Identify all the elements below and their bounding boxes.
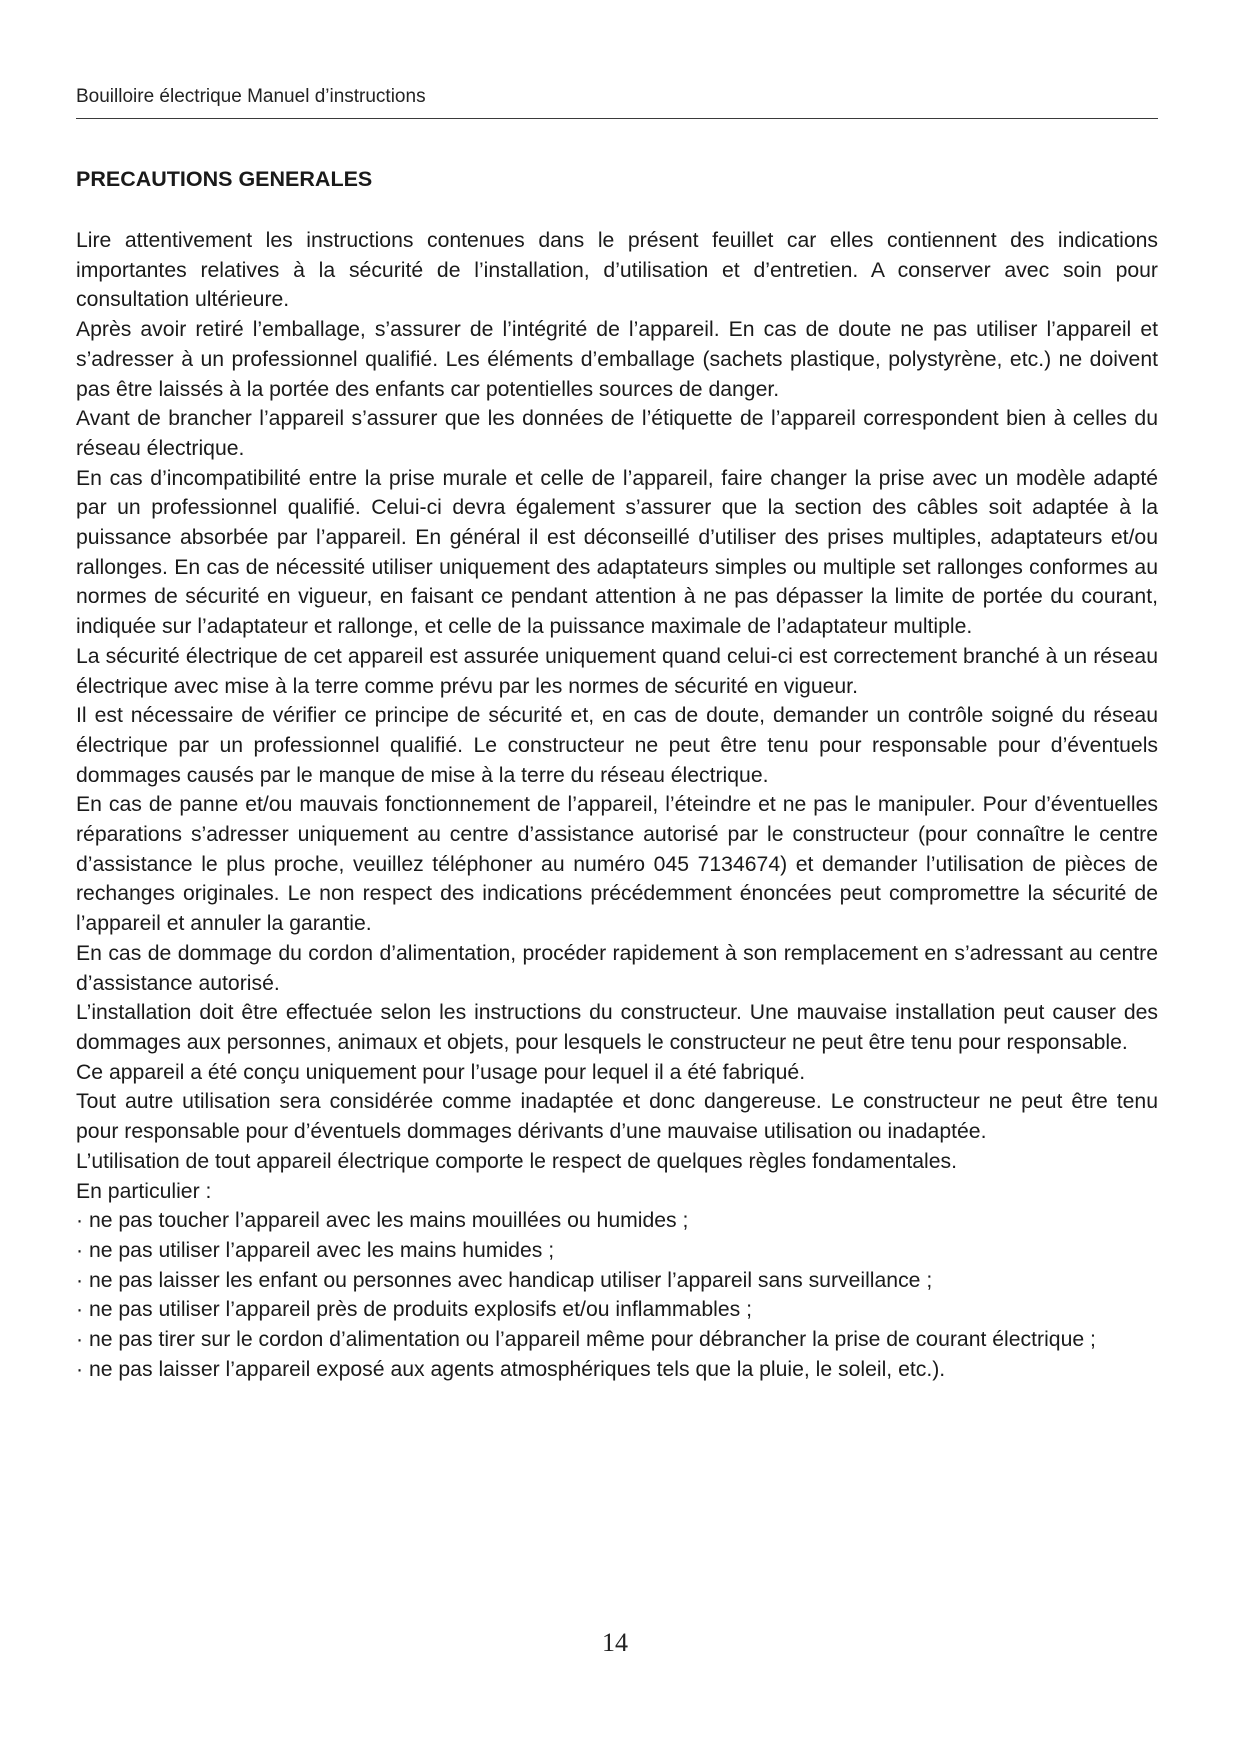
running-header: Bouilloire électrique Manuel d’instructions [76, 86, 426, 107]
paragraph-reading-instructions: Lire attentivement les instructions contenues dans le présent feuillet car elles contiennent des indications importantes relatives à la sécurité de l’installation, d’utilisation et d’entretien. A conserver avec soin pour consultation ultérieure. [76, 229, 1158, 312]
list-item: · ne pas toucher l’appareil avec les mains mouillées ou humides ; [76, 1209, 689, 1233]
paragraph-grounding-check: Il est nécessaire de vérifier ce principe de sécurité et, en cas de doute, demander un contrôle soigné du réseau électrique par un professionnel qualifié. Le constructeur ne peut être tenu pour responsable pour d’éventuels dommages causés par le manque de mise à la terre du réseau électrique. [76, 704, 1158, 787]
list-item: · ne pas utiliser l’appareil avec les mains humides ; [76, 1238, 555, 1262]
list-item: · ne pas utiliser l’appareil près de produits explosifs et/ou inflammables ; [76, 1298, 752, 1322]
paragraph-intended-use: Ce appareil a été conçu uniquement pour l’usage pour lequel il a été fabriqué. [76, 1060, 806, 1084]
page-number: 14 [602, 1628, 628, 1657]
paragraph-malfunction: En cas de panne et/ou mauvais fonctionnement de l’appareil, l’éteindre et ne pas le manipuler. Pour d’éventuelles réparations s’adresser uniquement au centre d’assistance autorisé par le constructeur (pour connaître le centre d’assistance le plus proche, veuillez téléphoner au numéro 045 7134674) et demander l’utilisation de pièces de rechanges originales. Le non respect des indications précédemment énoncées peut compromettre la sécurité de l’appareil et annuler la garantie. [76, 793, 1158, 936]
paragraph-plug-compatibility: En cas d’incompatibilité entre la prise murale et celle de l’appareil, faire changer la prise avec un modèle adapté par un professionnel qualifié. Celui-ci devra également s’assurer que la section des câbles soit adaptée à la puissance absorbée par l’appareil. En général il est déconseillé d’utiliser des prises multiples, adaptateurs et/ou rallonges. En cas de nécessité utiliser uniquement des adaptateurs simples ou multiple set rallonges conformes au normes de sécurité en vigueur, en faisant ce pendant attention à ne pas dépasser la limite de portée du courant, indiquée sur l’adaptateur et rallonge, et celle de la puissance maximale de l’adaptateur multiple. [76, 466, 1158, 639]
section-body [76, 226, 1158, 1384]
paragraph-in-particular: En particulier : [76, 1179, 212, 1203]
paragraph-cord-damage: En cas de dommage du cordon d’alimentation, procéder rapidement à son remplacement en s’adressant au centre d’assistance autorisé. [76, 941, 1158, 995]
section-title: PRECAUTIONS GENERALES [76, 167, 373, 191]
list-item: · ne pas tirer sur le cordon d’alimentation ou l’appareil même pour débrancher la prise de courant électrique ; [76, 1328, 1096, 1352]
list-item: · ne pas laisser les enfant ou personnes avec handicap utiliser l’appareil sans surveillance ; [76, 1268, 933, 1292]
paragraph-installation: L’installation doit être effectuée selon les instructions du constructeur. Une mauvaise installation peut causer des dommages aux personnes, animaux et objets, pour lesquels le constructeur ne peut être tenu pour responsable. [76, 1001, 1158, 1054]
paragraph-fundamental-rules: L’utilisation de tout appareil électrique comporte le respect de quelques règles fondamentales. [76, 1149, 958, 1173]
list-item: · ne pas laisser l’appareil exposé aux agents atmosphériques tels que la pluie, le soleil, etc.). [76, 1357, 946, 1381]
paragraph-packaging: Après avoir retiré l’emballage, s’assurer de l’intégrité de l’appareil. En cas de doute ne pas utiliser l’appareil et s’adresser à un professionnel qualifié. Les éléments d’emballage (sachets plastique, polystyrène, etc.) ne doivent pas être laissés à la portée des enfants car potentielles sources de danger. [76, 318, 1158, 401]
paragraph-other-use: Tout autre utilisation sera considérée comme inadaptée et donc dangereuse. Le constructeur ne peut être tenu pour responsable pour d’éventuels dommages dérivants d’une mauvaise utilisation ou inadaptée. [76, 1090, 1158, 1144]
header-divider [76, 118, 1158, 119]
paragraph-rating-label: Avant de brancher l’appareil s’assurer que les données de l’étiquette de l’appareil correspondent bien à celles du réseau électrique. [76, 407, 1158, 460]
paragraph-electrical-safety: La sécurité électrique de cet appareil est assurée uniquement quand celui-ci est correctement branché à un réseau électrique avec mise à la terre comme prévu par les normes de sécurité en vigueur. [76, 644, 1158, 698]
